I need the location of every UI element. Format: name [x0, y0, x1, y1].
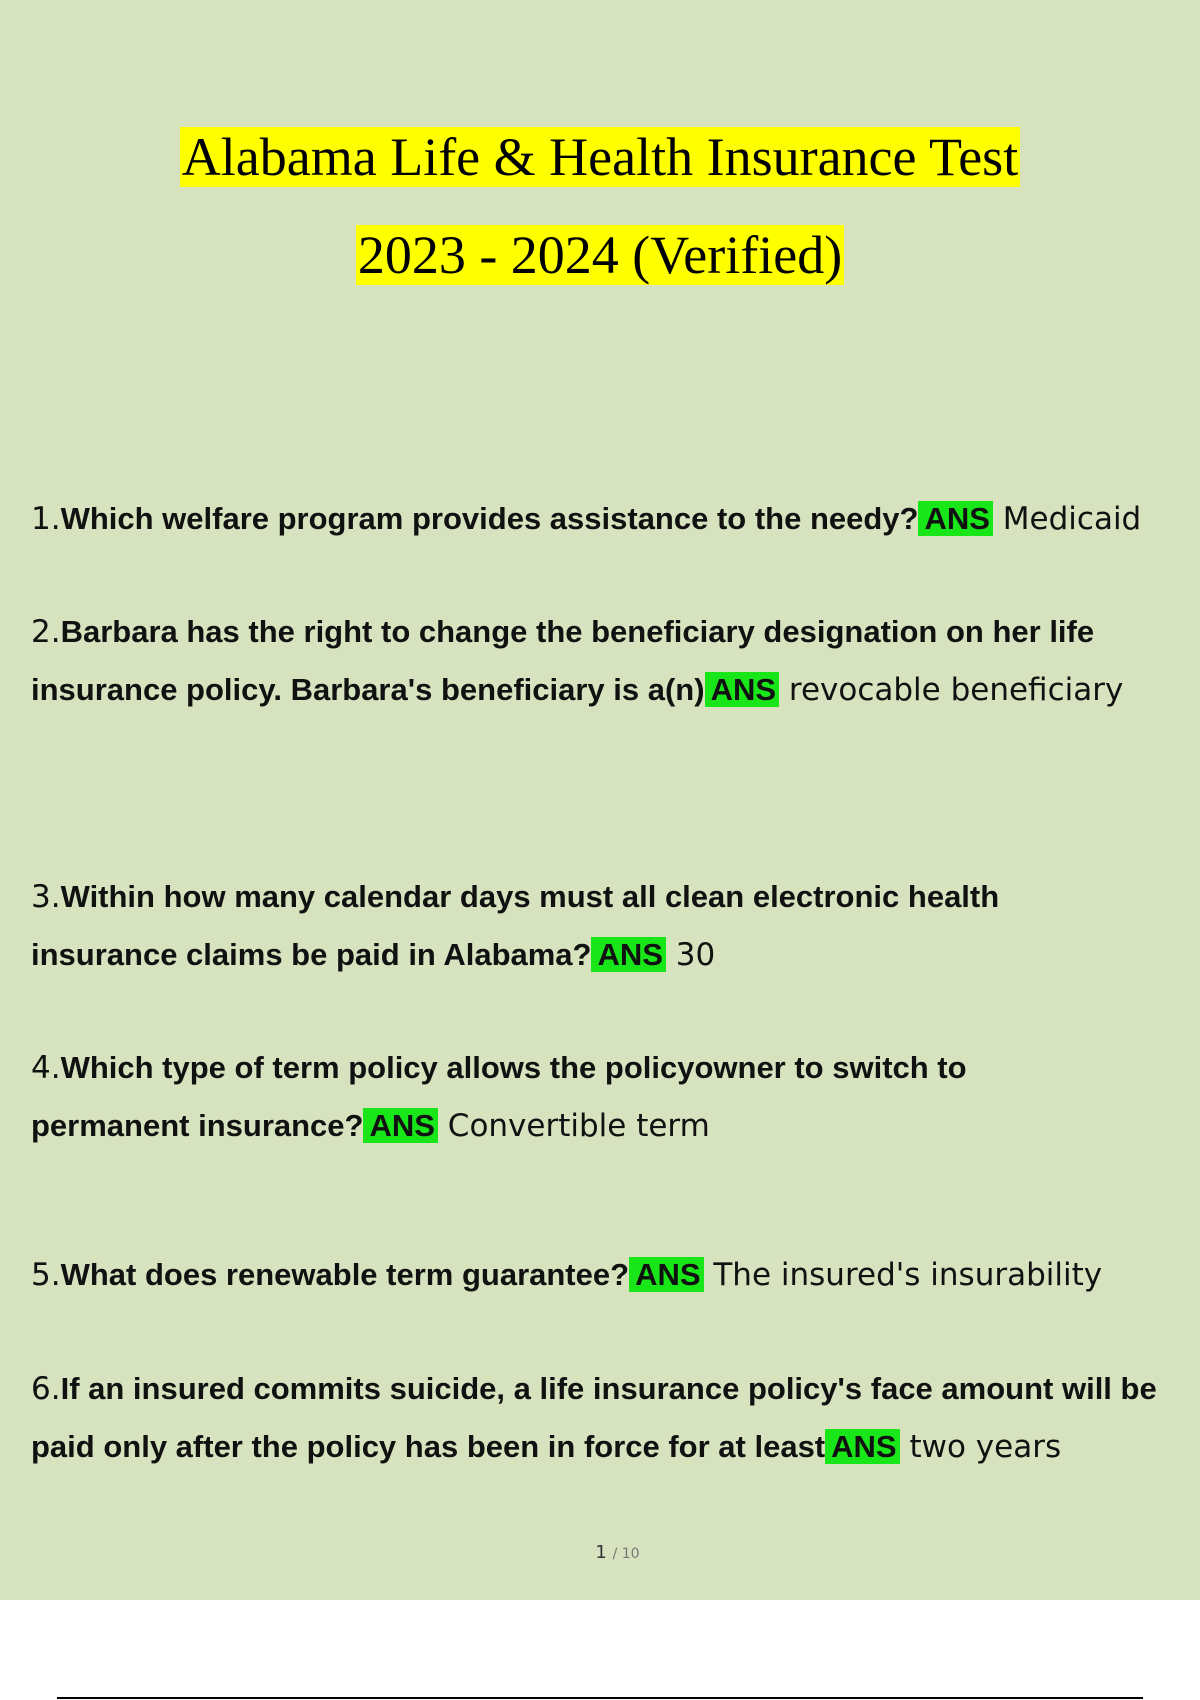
question-1 [31, 490, 1191, 548]
ans-label: ANS [363, 1108, 437, 1143]
question-number: 2. [31, 614, 61, 650]
question-text: Barbara has the right to change the beneficiary designation on her life insurance policy. Barbara's beneficiary is a(n) [31, 614, 1095, 707]
question-5 [31, 1246, 1191, 1304]
answer-text: Convertible term [447, 1108, 710, 1144]
document-title-line-2 [0, 224, 1200, 286]
question-text: Which type of term policy allows the policyowner to switch to permanent insurance? [31, 1050, 967, 1143]
question-3 [31, 868, 1051, 984]
answer-text: revocable beneficiary [788, 672, 1124, 708]
ans-label: ANS [825, 1429, 899, 1464]
document-title-line-1 [0, 126, 1200, 188]
ans-label: ANS [591, 937, 665, 972]
current-page: 1 [595, 1542, 607, 1563]
question-2 [31, 603, 1151, 719]
question-6 [31, 1360, 1191, 1476]
question-number: 5. [31, 1257, 61, 1293]
question-text: If an insured commits suicide, a life insurance policy's face amount will be paid only after the policy has been in force for at least [31, 1371, 1157, 1464]
answer-text: The insured's insurability [713, 1257, 1103, 1293]
ans-label: ANS [705, 672, 779, 707]
question-number: 6. [31, 1371, 61, 1407]
question-text: What does renewable term guarantee? [60, 1257, 630, 1292]
ans-label: ANS [918, 501, 992, 536]
question-text: Which welfare program provides assistance to the needy? [60, 501, 919, 536]
question-number: 3. [31, 879, 61, 915]
question-number: 4. [31, 1050, 61, 1086]
question-text: Within how many calendar days must all clean electronic health insurance claims be paid in Alabama? [31, 879, 1000, 972]
page-divider [57, 1697, 1143, 1699]
title-highlight: 2023 - 2024 (Verified) [357, 225, 843, 285]
answer-text: Medicaid [1002, 501, 1142, 537]
ans-label: ANS [629, 1257, 703, 1292]
question-4 [31, 1039, 1031, 1155]
answer-text: two years [909, 1429, 1062, 1465]
total-pages: / 10 [612, 1546, 640, 1562]
page-counter [0, 1542, 1200, 1563]
answer-text: 30 [675, 937, 716, 973]
question-number: 1. [31, 501, 61, 537]
title-highlight: Alabama Life & Health Insurance Test [181, 127, 1019, 187]
